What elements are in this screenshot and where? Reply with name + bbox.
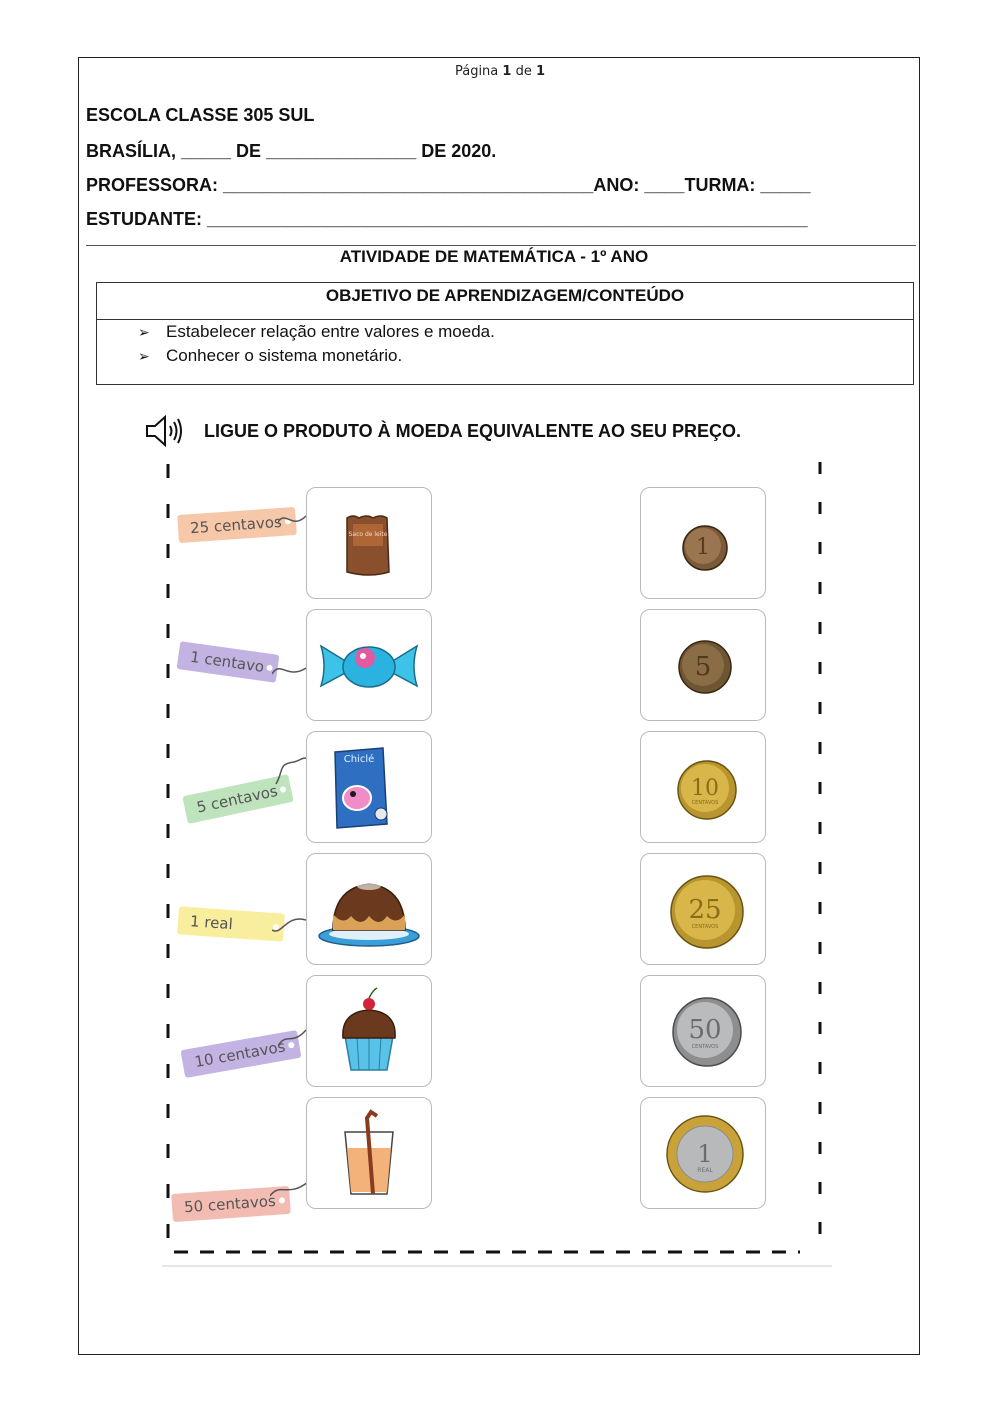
svg-text:CENTAVOS: CENTAVOS	[691, 1044, 719, 1050]
svg-text:25: 25	[688, 895, 722, 925]
tag-string	[278, 508, 308, 528]
school-name: ESCOLA CLASSE 305 SUL	[86, 105, 315, 125]
svg-text:1: 1	[697, 1140, 713, 1168]
price-tag: 5 centavos	[182, 774, 294, 824]
coin-1-centavo-icon	[641, 488, 765, 598]
coin-50-centavos-icon	[641, 976, 765, 1086]
cupcake-icon	[307, 976, 431, 1086]
instruction-text: LIGUE O PRODUTO À MOEDA EQUIVALENTE AO SEU PREÇO.	[204, 420, 742, 441]
coin-card[interactable]	[640, 1097, 766, 1209]
coin-card[interactable]	[640, 731, 766, 843]
coin-10-centavos-icon	[641, 732, 765, 842]
tag-string	[278, 1026, 308, 1050]
price-tag: 25 centavos	[177, 507, 296, 543]
arrow-bullet-icon: ➢	[138, 348, 150, 364]
tag-string	[272, 660, 308, 680]
student-line[interactable]: ESTUDANTE: ____________________________________________________________	[86, 209, 808, 229]
objectives-heading: OBJETIVO DE APRENDIZAGEM/CONTEÚDO	[97, 283, 913, 320]
coin-1-real-icon	[641, 1098, 765, 1208]
product-card-pudding[interactable]	[306, 853, 432, 965]
svg-text:10: 10	[691, 776, 719, 801]
coin-card[interactable]	[640, 487, 766, 599]
matching-activity	[160, 460, 836, 1270]
objectives-box	[96, 282, 914, 385]
objective-item: ➢ Conhecer o sistema monetário.	[97, 344, 913, 368]
price-tag: 1 centavo	[177, 641, 280, 683]
arrow-bullet-icon: ➢	[138, 324, 150, 340]
candy-icon	[307, 610, 431, 720]
price-tag: 10 centavos	[180, 1030, 301, 1078]
product-card-cupcake[interactable]	[306, 975, 432, 1087]
teacher-line[interactable]: PROFESSORA: _____________________________________ANO: ____TURMA: _____	[86, 175, 811, 195]
price-tag: 1 real	[177, 906, 285, 941]
product-card-juice[interactable]	[306, 1097, 432, 1209]
sugar-bag-icon	[307, 488, 431, 598]
product-card-candy[interactable]	[306, 609, 432, 721]
coin-25-centavos-icon	[641, 854, 765, 964]
speaker-icon[interactable]	[144, 414, 184, 448]
product-card-sugar[interactable]	[306, 487, 432, 599]
svg-text:CENTAVOS: CENTAVOS	[691, 924, 719, 930]
tag-string	[272, 912, 308, 938]
header-divider	[86, 245, 916, 246]
coin-card[interactable]	[640, 975, 766, 1087]
objective-item: ➢ Estabelecer relação entre valores e moeda.	[97, 320, 913, 344]
activity-title: ATIVIDADE DE MATEMÁTICA - 1º ANO	[339, 247, 649, 266]
price-tag: 50 centavos	[171, 1186, 290, 1222]
tag-string	[274, 756, 308, 786]
gum-pack-icon	[307, 732, 431, 842]
page-counter: Página 1 de 1	[454, 64, 546, 79]
coin-card[interactable]	[640, 609, 766, 721]
pudding-icon	[307, 854, 431, 964]
juice-glass-icon	[307, 1098, 431, 1208]
tag-string	[270, 1176, 310, 1200]
city-date-line[interactable]: BRASÍLIA, _____ DE _______________ DE 2020.	[86, 141, 497, 161]
coin-5-centavos-icon	[641, 610, 765, 720]
svg-text:REAL: REAL	[697, 1167, 713, 1174]
svg-text:Saco de leite: Saco de leite	[348, 531, 388, 538]
svg-text:1: 1	[696, 535, 710, 560]
instruction-row	[144, 414, 741, 448]
coin-card[interactable]	[640, 853, 766, 965]
svg-text:5: 5	[694, 652, 712, 682]
product-card-gum[interactable]	[306, 731, 432, 843]
svg-text:50: 50	[688, 1015, 722, 1045]
svg-text:Chiclé: Chiclé	[343, 754, 375, 765]
svg-text:CENTAVOS: CENTAVOS	[691, 800, 719, 806]
